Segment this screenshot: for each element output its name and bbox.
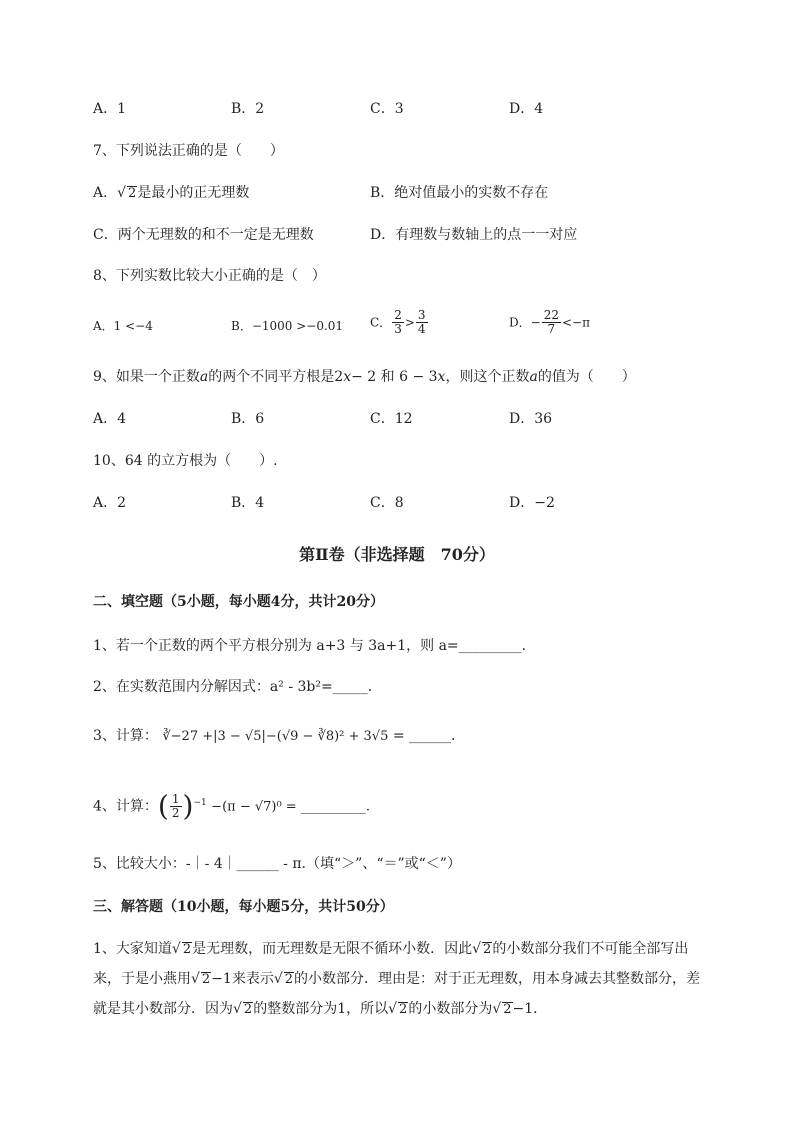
sqrt-symbol: √	[492, 1001, 502, 1017]
text: 是无理数，而无理数是无限不循环小数．因此	[192, 941, 473, 957]
answer-q1-line-2	[93, 964, 733, 994]
q9-stem-2: 的两个不同平方根是2	[208, 369, 344, 385]
radicand: 2	[483, 942, 492, 957]
q10-option-b: B．4	[231, 495, 265, 511]
q7-a-radicand: 2	[128, 186, 137, 201]
sqrt-symbol: √	[233, 1001, 242, 1017]
text: 1、大家知道	[93, 941, 172, 957]
fill-q3-prefix: 3、计算：	[93, 728, 158, 744]
fill-q4-fraction	[170, 793, 182, 820]
right-paren: )	[182, 789, 194, 823]
fill-q3-expression: ∛−27 +|3 − √5|−(√9 − ∛8)² + 3√5	[162, 729, 389, 744]
q7-option-c: C．两个无理数的和不一定是无理数	[93, 227, 314, 243]
q8-c-f2-den: 4	[417, 322, 426, 336]
q9-option-a: A．4	[93, 411, 127, 427]
fill-q5: 5、比较大小：-｜- 4｜______ - π.（填“＞”、“＝”或“＜”）	[93, 856, 461, 872]
text: 的小数部分为	[408, 1001, 493, 1017]
radicand: 2	[201, 972, 211, 987]
q6-option-b: B．2	[231, 101, 265, 117]
fill-q4-rest: −(π − √7)⁰ = __________.	[211, 799, 370, 815]
q9-var-x-2: x	[437, 369, 446, 385]
sqrt-symbol: √	[191, 971, 200, 987]
q9-stem-4: ，则这个正数	[445, 369, 530, 385]
fill-q4-prefix: 4、计算：	[93, 798, 158, 815]
fill-q4-exponent: −1	[193, 798, 207, 808]
radicand: 2	[243, 1002, 253, 1017]
q10-option-c: C．8	[370, 495, 404, 511]
q8-c-f1-num: 2	[394, 308, 402, 322]
text: 就是其小数部分．因为	[93, 1001, 233, 1017]
text: 的小数部分．理由是：对于正无理数，用本身减去其整数部分，差	[294, 971, 701, 987]
q8-d-rest: <−π	[561, 315, 590, 330]
q9-stem-1: 9、如果一个正数	[93, 369, 200, 385]
q8-c-fraction-1	[392, 309, 404, 336]
text: 的整数部分为1，所以	[253, 1001, 389, 1017]
q8-d-prefix: D．−	[509, 315, 541, 330]
q8-c-fraction-2	[416, 309, 428, 336]
q6-option-a: A．1	[93, 101, 127, 117]
q7-option-b: B．绝对值最小的实数不存在	[370, 185, 549, 201]
q8-c-f2-num: 3	[417, 308, 426, 322]
fill-q4-den: 2	[171, 806, 180, 821]
answer-q1-paragraph	[93, 934, 733, 1024]
radicand: 2	[182, 942, 192, 957]
q8-c-f1-den: 3	[394, 322, 402, 336]
fill-q1: 1、若一个正数的两个平方根分别为 a+3 与 3a+1，则 a=_________.	[93, 638, 527, 654]
fill-q2: 2、在实数范围内分解因式：a² - 3b²=_____.	[93, 679, 373, 695]
q8-c-prefix: C．	[370, 315, 392, 330]
radicand: 2	[399, 1002, 408, 1017]
q10-option-d: D．−2	[509, 495, 555, 511]
q9-option-c: C．12	[370, 411, 413, 427]
q10-option-a: A．2	[93, 495, 127, 511]
q9-var-a-2: a	[529, 369, 538, 385]
q8-option-b: B．−1000 >−0.01	[231, 319, 344, 333]
fill-q4-num: 1	[171, 792, 180, 807]
sqrt-symbol: √	[472, 941, 482, 957]
text: 的小数部分我们不可能全部写出	[492, 941, 689, 957]
q8-c-op: >	[404, 315, 415, 330]
answer-header: 三、解答题（10小题，每小题5分，共计50分）	[93, 899, 394, 915]
q8-d-num: 22	[543, 308, 559, 322]
q9-stem-3: − 2 和 6 − 3	[351, 369, 438, 385]
radicand: 2	[284, 972, 294, 987]
text: −1．	[512, 1001, 548, 1017]
section-2-title: 第Ⅱ卷（非选择题 70分）	[299, 545, 495, 564]
sqrt-symbol: √	[388, 1001, 398, 1017]
answer-q1-line-1	[93, 934, 733, 964]
q6-option-c: C．3	[370, 101, 404, 117]
q6-option-d: D．4	[509, 101, 544, 117]
fill-q3	[93, 726, 455, 747]
text: 来，于是小燕用	[93, 971, 191, 987]
q8-d-fraction	[542, 309, 561, 336]
q8-option-d	[509, 309, 590, 336]
fill-q4	[93, 789, 370, 823]
q9-stem-5: 的值为（ ）	[537, 369, 636, 385]
radicand: 2	[503, 1002, 512, 1017]
q9-stem	[93, 367, 636, 387]
q8-d-den: 7	[547, 322, 556, 336]
q8-option-a: A．1 <−4	[93, 319, 153, 333]
answer-q1-line-3	[93, 994, 733, 1024]
q10-stem: 10、64 的立方根为（ ）.	[93, 453, 278, 469]
q8-option-c	[370, 309, 429, 336]
q9-option-b: B．6	[231, 411, 265, 427]
fill-blank-header: 二、填空题（5小题，每小题4分，共计20分）	[93, 594, 384, 610]
sqrt-symbol: √	[117, 185, 127, 201]
left-paren: (	[157, 789, 169, 823]
q7-a-prefix: A．	[93, 185, 118, 201]
q9-var-a: a	[199, 369, 209, 385]
q7-stem: 7、下列说法正确的是（ ）	[93, 143, 284, 159]
q8-stem: 8、下列实数比较大小正确的是（ ）	[93, 268, 326, 284]
q7-option-d: D．有理数与数轴上的点一一对应	[370, 227, 578, 243]
q7-option-a	[93, 183, 249, 203]
q9-var-x: x	[343, 369, 352, 385]
sqrt-symbol: √	[273, 971, 283, 987]
sqrt-symbol: √	[171, 941, 181, 957]
q9-option-d: D．36	[509, 411, 553, 427]
fill-q3-suffix: = ______.	[392, 728, 456, 744]
q7-a-text: 是最小的正无理数	[137, 185, 250, 201]
text: −1来表示	[211, 971, 274, 987]
